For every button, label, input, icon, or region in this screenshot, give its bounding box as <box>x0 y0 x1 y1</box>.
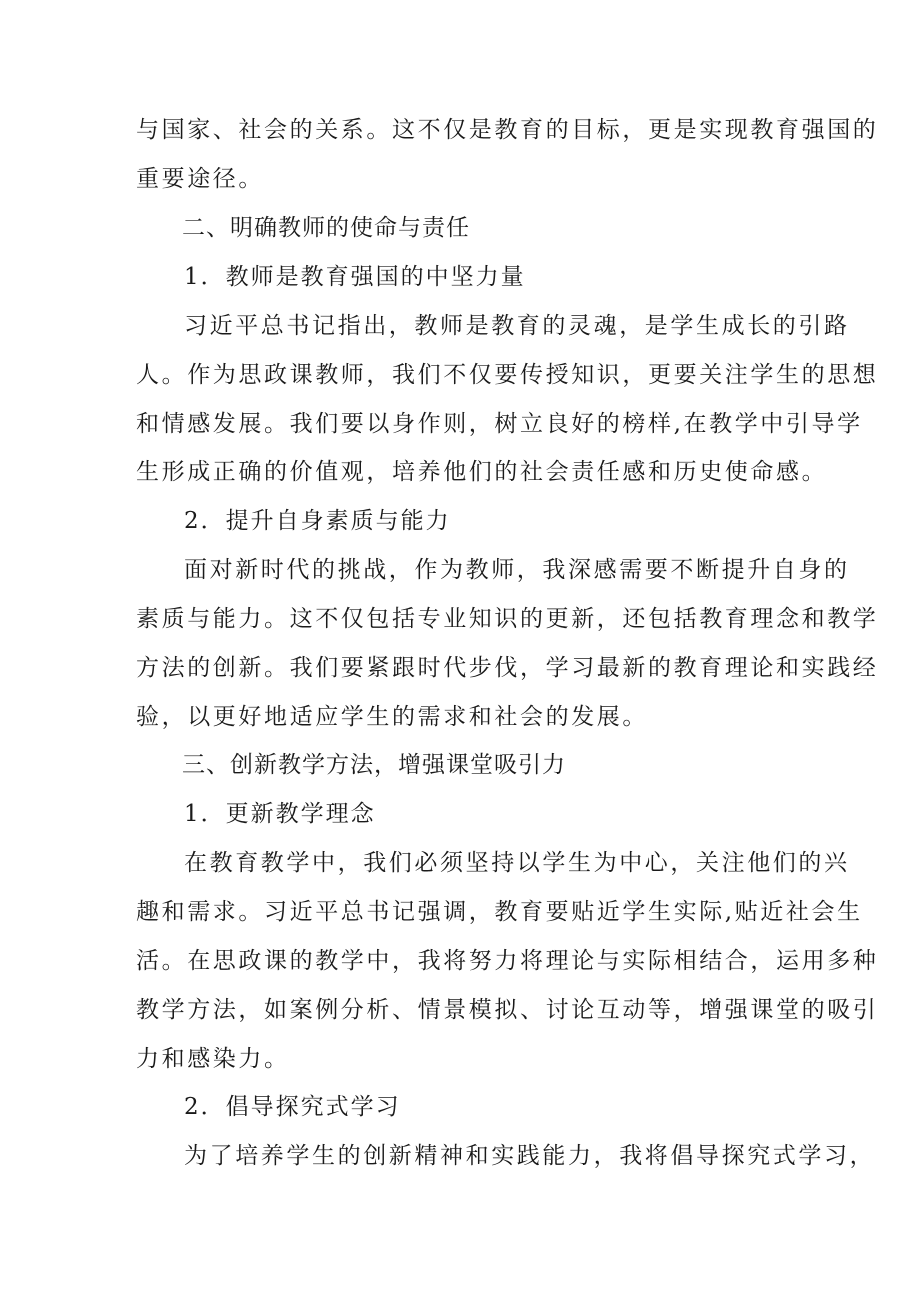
paragraph-line: 与国家、社会的关系。这不仅是教育的目标，更是实现教育强国的 <box>136 117 879 143</box>
paragraph-line: 为了培养学生的创新精神和实践能力，我将倡导探究式学习， <box>184 1143 876 1169</box>
paragraph-line: 力和感染力。 <box>136 1046 290 1072</box>
paragraph-line: 活。在思政课的教学中，我将努力将理论与实际相结合，运用多种 <box>136 948 879 974</box>
paragraph-line: 面对新时代的挑战，作为教师，我深感需要不断提升自身的 <box>184 557 850 583</box>
subheading-2-2: 2．提升自身素质与能力 <box>184 508 451 534</box>
paragraph-line: 习近平总书记指出，教师是教育的灵魂，是学生成长的引路 <box>184 313 850 339</box>
section-heading-3: 三、创新教学方法，增强课堂吸引力 <box>182 752 566 778</box>
paragraph-line: 素质与能力。这不仅包括专业知识的更新，还包括教育理念和教学 <box>136 606 879 632</box>
paragraph-line: 方法的创新。我们要紧跟时代步伐，学习最新的教育理论和实践经 <box>136 655 879 681</box>
subheading-3-2: 2．倡导探究式学习 <box>184 1094 401 1120</box>
subheading-3-1: 1．更新教学理念 <box>184 801 376 827</box>
paragraph-line: 重要途径。 <box>136 166 264 192</box>
paragraph-line: 生形成正确的价值观，培养他们的社会责任感和历史使命感。 <box>136 459 828 485</box>
paragraph-line: 和情感发展。我们要以身作则，树立良好的榜样,在教学中引导学 <box>136 411 863 437</box>
section-heading-2: 二、明确教师的使命与责任 <box>182 215 470 241</box>
paragraph-line: 趣和需求。习近平总书记强调，教育要贴近学生实际,贴近社会生 <box>136 899 863 925</box>
paragraph-line: 教学方法，如案例分析、情景模拟、讨论互动等，增强课堂的吸引 <box>136 997 879 1023</box>
paragraph-line: 在教育教学中，我们必须坚持以学生为中心，关注他们的兴 <box>184 850 850 876</box>
subheading-2-1: 1．教师是教育强国的中坚力量 <box>184 264 526 290</box>
paragraph-line: 人。作为思政课教师，我们不仅要传授知识，更要关注学生的思想 <box>136 362 879 388</box>
paragraph-line: 验，以更好地适应学生的需求和社会的发展。 <box>136 704 648 730</box>
